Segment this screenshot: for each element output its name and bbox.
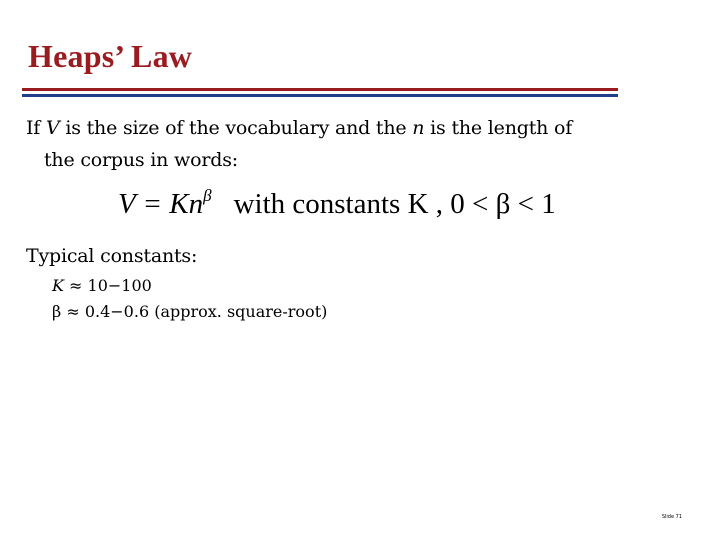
typical-k-value: ≈ 10−100 [63,276,152,295]
title-underline-blue [22,94,618,97]
title-underline-red [22,88,618,91]
typical-constants-heading: Typical constants: [26,245,198,267]
typical-k-line [52,276,152,296]
formula-constants-text: with constants K , 0 < β < 1 [233,188,556,220]
typical-k-var: K [52,276,64,295]
typical-beta-line: β ≈ 0.4−0.6 (approx. square-root) [52,302,328,321]
intro-suffix: is the length of [424,117,573,139]
formula-lhs: V = Kn [118,188,204,220]
intro-line-1 [26,116,572,140]
heaps-law-formula [118,188,556,224]
intro-var-n: n [412,117,425,139]
slide-title: Heaps’ Law [28,38,193,74]
slide-number: Slide 71 [661,514,682,520]
formula-exponent: β [203,186,212,205]
intro-middle: is the size of the vocabulary and the [59,117,413,139]
intro-var-v: V [45,117,60,139]
intro-prefix: If [26,117,46,139]
intro-line-2: the corpus in words: [44,149,238,171]
